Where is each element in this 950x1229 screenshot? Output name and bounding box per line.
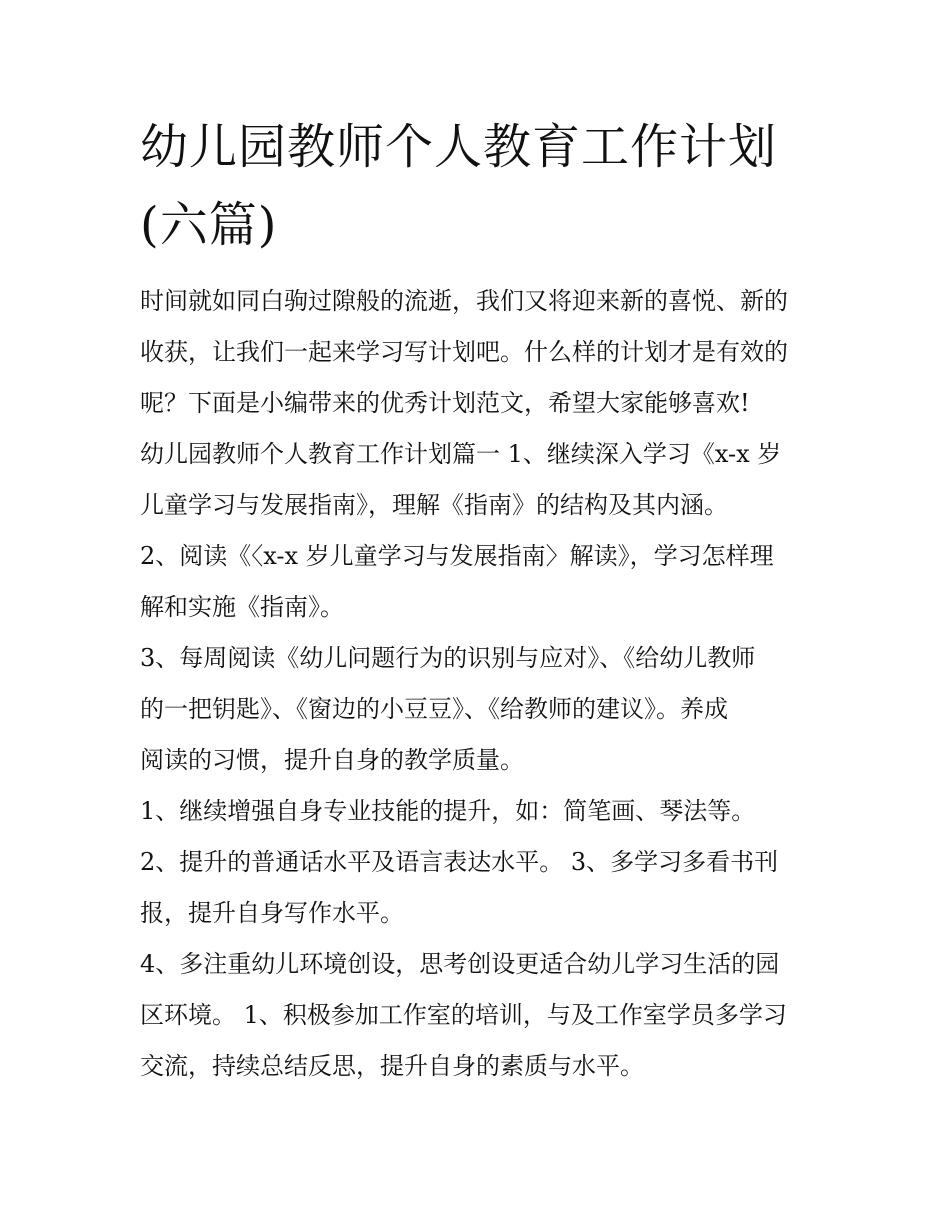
body-line: 2、提升的普通话水平及语言表达水平。 3、多学习多看书刊 [140,848,779,876]
body-line: 交流，持续总结反思，提升自身的素质与水平。 [140,1052,644,1080]
body-line: 呢？下面是小编带来的优秀计划范文，希望大家能够喜欢! [140,389,750,417]
title-line: 幼儿园教师个人教育工作计划 [140,119,778,175]
body-line: 2、阅读《〈x-x 岁儿童学习与发展指南〉解读》，学习怎样理 [140,542,774,570]
body-line: 的一把钥匙》、《窗边的小豆豆》、《给教师的建议》。养成 [140,695,728,723]
body-line: 3、每周阅读《幼儿问题行为的识别与应对》、《给幼儿教师 [140,644,756,672]
body-line: 儿童学习与发展指南》，理解《指南》的结构及其内涵。 [140,491,728,519]
body-line: 阅读的习惯，提升自身的教学质量。 [140,746,524,774]
body-line: 4、多注重幼儿环境创设，思考创设更适合幼儿学习生活的园 [140,950,780,978]
body-line: 幼儿园教师个人教育工作计划篇一 1、继续深入学习《x-x 岁 [140,440,782,468]
body-line: 解和实施《指南》。 [140,593,344,621]
body-line: 时间就如同白驹过隙般的流逝，我们又将迎来新的喜悦、新的 [140,287,788,315]
body-line: 区环境。 1、积极参加工作室的培训，与及工作室学员多学习 [140,1001,787,1029]
document-title [140,108,820,264]
body-line: 1、继续增强自身专业技能的提升，如：简笔画、琴法等。 [140,797,756,825]
title-line: (六篇) [140,197,278,253]
body-line: 报，提升自身写作水平。 [140,899,404,927]
body-line: 收获，让我们一起来学习写计划吧。什么样的计划才是有效的 [140,338,788,366]
document-body [140,276,830,1092]
